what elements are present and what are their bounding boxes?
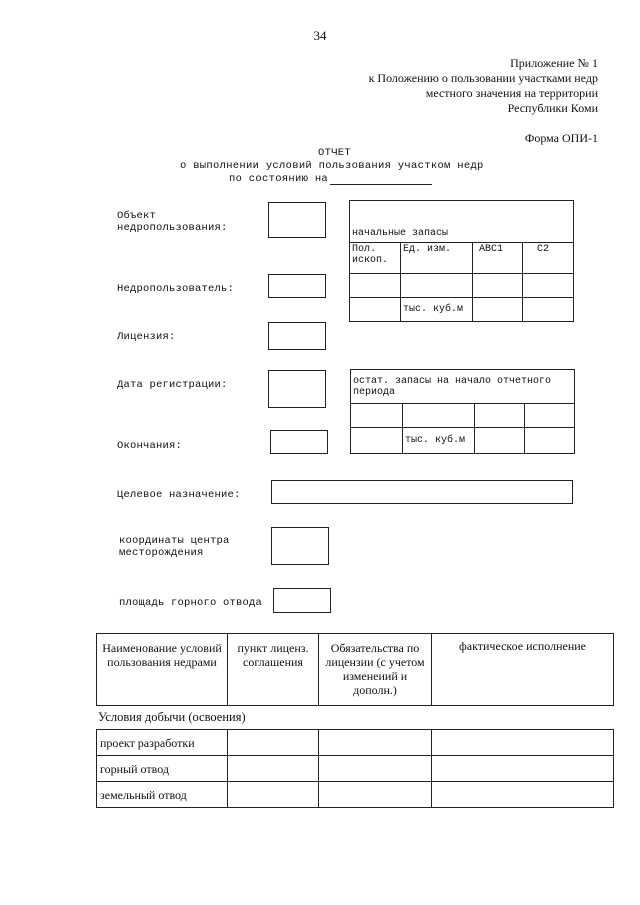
mining-allotment-area-label: площадь горного отвода — [119, 597, 263, 609]
table-cell[interactable] — [319, 730, 432, 756]
expiration-label: Окончания: — [117, 440, 183, 452]
initial-reserves-table — [349, 200, 574, 322]
conditions-rows-table — [96, 729, 614, 808]
table-cell[interactable] — [525, 404, 575, 428]
table-cell[interactable] — [475, 404, 525, 428]
appendix-block — [369, 56, 598, 116]
appendix-line-3: местного значения на территории — [425, 86, 598, 100]
registration-date-label: Дата регистрации: — [117, 379, 228, 391]
page-number: 34 — [313, 28, 327, 43]
table-cell[interactable] — [228, 730, 319, 756]
table-cell[interactable] — [319, 756, 432, 782]
table-cell[interactable] — [228, 756, 319, 782]
unit-value-cell: тыс. куб.м — [403, 428, 475, 454]
row-label: земельный отвод — [97, 782, 228, 808]
object-input-box[interactable] — [268, 202, 326, 238]
subsoil-user-input-box[interactable] — [268, 274, 326, 298]
unit-column-header: Ед. изм. — [401, 243, 473, 274]
object-label-line-1: Объект — [117, 210, 157, 222]
purpose-label: Целевое назначение: — [117, 489, 241, 501]
registration-date-input-box[interactable] — [268, 370, 326, 408]
license-input-box[interactable] — [268, 322, 326, 350]
table-cell[interactable] — [523, 274, 574, 298]
mineral-column-header: Пол. ископ. — [350, 243, 401, 274]
condition-name-header: Наименование условий пользования недрами — [97, 634, 228, 706]
report-date-field[interactable] — [330, 184, 432, 185]
object-label-line-2: недропользования: — [117, 222, 228, 234]
c2-column-header: С2 — [523, 243, 574, 274]
table-cell[interactable] — [351, 428, 403, 454]
table-cell[interactable] — [475, 428, 525, 454]
license-label: Лицензия: — [117, 331, 176, 343]
appendix-line-1: Приложение № 1 — [510, 56, 598, 70]
table-cell[interactable] — [319, 782, 432, 808]
production-conditions-label: Условия добычи (освоения) — [98, 710, 246, 724]
table-cell[interactable] — [401, 274, 473, 298]
table-cell[interactable] — [350, 274, 401, 298]
remaining-reserves-title: остат. запасы на начало отчетного периода — [351, 370, 575, 404]
table-cell[interactable] — [403, 404, 475, 428]
subsoil-user-label: Недропользователь: — [117, 283, 235, 295]
abc1-column-header: АВС1 — [473, 243, 523, 274]
report-title: ОТЧЕТ — [318, 147, 352, 159]
license-clause-header: пункт лиценз. соглашения — [228, 634, 319, 706]
table-cell[interactable] — [350, 298, 401, 322]
form-code: Форма ОПИ-1 — [524, 131, 598, 145]
table-cell[interactable] — [473, 298, 523, 322]
coordinates-label-line-1: координаты центра — [119, 535, 230, 547]
table-row — [97, 730, 614, 756]
actual-execution-header: фактическое исполнение — [432, 634, 614, 706]
remaining-reserves-table — [350, 369, 575, 454]
appendix-line-2: к Положению о пользовании участками недр — [368, 71, 598, 85]
conditions-header-table — [96, 633, 614, 706]
initial-reserves-title: начальные запасы — [350, 201, 574, 243]
purpose-input-box[interactable] — [271, 480, 573, 504]
coordinates-label-line-2: месторождения — [119, 547, 204, 559]
table-cell[interactable] — [228, 782, 319, 808]
table-cell[interactable] — [473, 274, 523, 298]
row-label: проект разработки — [97, 730, 228, 756]
mining-allotment-area-input-box[interactable] — [273, 588, 331, 613]
table-row — [97, 756, 614, 782]
unit-value-cell: тыс. куб.м — [401, 298, 473, 322]
coordinates-input-box[interactable] — [271, 527, 329, 565]
coordinates-label — [119, 535, 230, 559]
report-subtitle: о выполнении условий пользования участком недр — [180, 160, 484, 172]
table-cell[interactable] — [525, 428, 575, 454]
report-date-label: по состоянию на — [229, 173, 329, 185]
row-label: горный отвод — [97, 756, 228, 782]
table-cell[interactable] — [351, 404, 403, 428]
table-cell[interactable] — [432, 730, 614, 756]
expiration-input-box[interactable] — [270, 430, 328, 454]
table-cell[interactable] — [432, 756, 614, 782]
table-cell[interactable] — [432, 782, 614, 808]
appendix-line-4: Республики Коми — [507, 101, 598, 115]
table-cell[interactable] — [523, 298, 574, 322]
table-row — [97, 782, 614, 808]
object-label — [117, 210, 228, 234]
obligations-header: Обязательства по лицензии (с учетом изменеиий и дополн.) — [319, 634, 432, 706]
